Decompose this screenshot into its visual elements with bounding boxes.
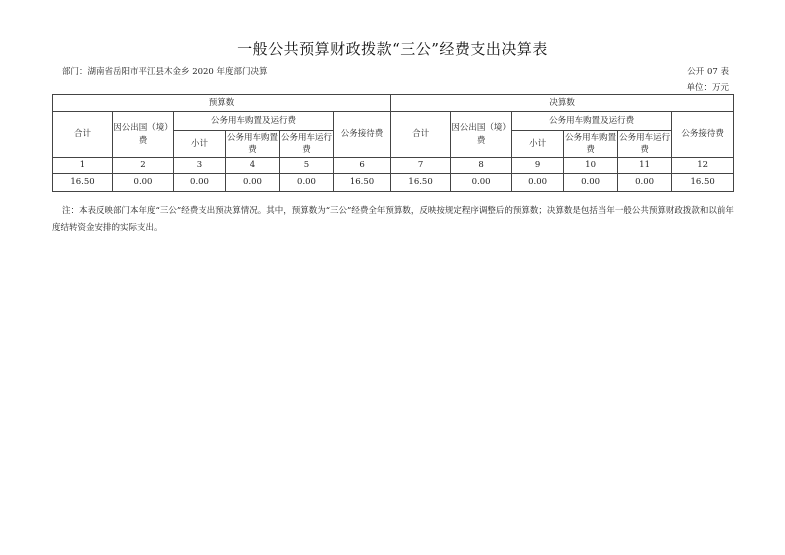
column-number: 10 xyxy=(564,158,618,174)
final-vehicle-purchase-value: 0.00 xyxy=(564,174,618,192)
final-total-value: 16.50 xyxy=(391,174,451,192)
department-label: 部门：湖南省岳阳市平江县木金乡 2020 年度部门决算 xyxy=(62,67,268,77)
column-number: 3 xyxy=(174,158,226,174)
final-abroad-header: 因公出国（境）费 xyxy=(451,112,512,158)
column-number: 12 xyxy=(672,158,734,174)
column-number: 11 xyxy=(618,158,672,174)
final-total-header: 合计 xyxy=(391,112,451,158)
column-number: 7 xyxy=(391,158,451,174)
budget-abroad-header: 因公出国（境）费 xyxy=(113,112,174,158)
column-number: 6 xyxy=(334,158,391,174)
column-number: 5 xyxy=(280,158,334,174)
column-number: 9 xyxy=(512,158,564,174)
column-number: 2 xyxy=(113,158,174,174)
group-header-row xyxy=(53,95,734,112)
report-title: 一般公共预算财政拨款“三公”经费支出决算表 xyxy=(237,40,548,58)
column-number: 8 xyxy=(451,158,512,174)
column-header-row xyxy=(53,112,734,131)
final-abroad-value: 0.00 xyxy=(451,174,512,192)
budget-vehicle-group-header: 公务用车购置及运行费 xyxy=(174,112,334,131)
final-group-header: 决算数 xyxy=(391,95,734,112)
budget-group-header: 预算数 xyxy=(53,95,391,112)
budget-vehicle-operation-header: 公务用车运行费 xyxy=(280,131,334,158)
final-subtotal-value: 0.00 xyxy=(512,174,564,192)
form-number: 公开 07 表 xyxy=(687,67,729,77)
final-subtotal-header: 小计 xyxy=(512,131,564,158)
final-reception-header: 公务接待费 xyxy=(672,112,734,158)
three-public-expenses-table xyxy=(52,94,734,192)
budget-subtotal-value: 0.00 xyxy=(174,174,226,192)
column-number-row xyxy=(53,158,734,174)
final-reception-value: 16.50 xyxy=(672,174,734,192)
column-number: 1 xyxy=(53,158,113,174)
unit-label: 单位：万元 xyxy=(686,83,729,93)
budget-reception-header: 公务接待费 xyxy=(334,112,391,158)
final-vehicle-operation-value: 0.00 xyxy=(618,174,672,192)
column-number: 4 xyxy=(226,158,280,174)
budget-vehicle-purchase-value: 0.00 xyxy=(226,174,280,192)
footnote: 注：本表反映部门本年度“三公”经费支出预决算情况。其中，预算数为“三公”经费全年预算数，反映按规定程序调整后的预算数；决算数是包括当年一般公共预算财政拨款和以前年度结转资金安排的实际支出。 xyxy=(52,206,734,233)
budget-total-value: 16.50 xyxy=(53,174,113,192)
final-vehicle-operation-header: 公务用车运行费 xyxy=(618,131,672,158)
final-vehicle-purchase-header: 公务用车购置费 xyxy=(564,131,618,158)
budget-vehicle-operation-value: 0.00 xyxy=(280,174,334,192)
budget-vehicle-purchase-header: 公务用车购置费 xyxy=(226,131,280,158)
budget-subtotal-header: 小计 xyxy=(174,131,226,158)
budget-abroad-value: 0.00 xyxy=(113,174,174,192)
budget-total-header: 合计 xyxy=(53,112,113,158)
final-vehicle-group-header: 公务用车购置及运行费 xyxy=(512,112,672,131)
budget-reception-value: 16.50 xyxy=(334,174,391,192)
value-row xyxy=(53,174,734,192)
